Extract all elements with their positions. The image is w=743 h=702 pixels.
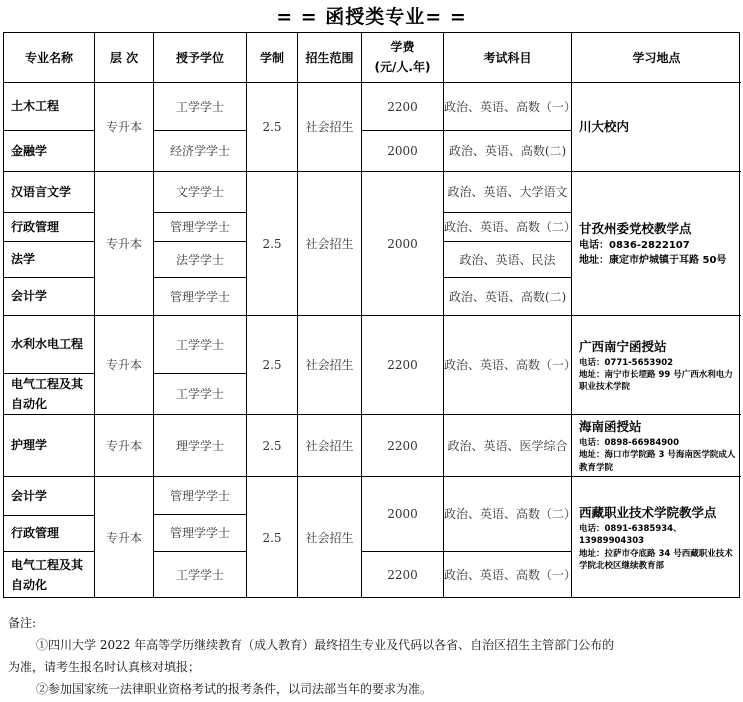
degree-cell: 管理学学士 (154, 278, 247, 316)
degree-cell: 理学学士 (154, 415, 247, 477)
location-name: 甘孜州委党校教学点 (579, 221, 692, 236)
note-item-2: ②参加国家统一法律职业资格考试的报考条件，以司法部当年的要求为准。 (36, 682, 433, 696)
major-cell: 会计学 (4, 477, 95, 515)
duration-cell: 2.5 (247, 316, 298, 415)
major-cell: 行政管理 (4, 213, 95, 242)
majors-table (3, 32, 740, 598)
notes-label: 备注: (8, 616, 37, 630)
degree-cell: 工学学士 (154, 374, 247, 415)
level-cell: 专升本 (95, 477, 154, 598)
degree-cell: 工学学士 (154, 552, 247, 598)
notes-section (8, 612, 738, 700)
level-cell: 专升本 (95, 83, 154, 172)
header-scope: 招生范围 (298, 33, 362, 83)
location-name: 川大校内 (579, 119, 630, 134)
location-cell (572, 415, 741, 477)
duration-cell: 2.5 (247, 172, 298, 316)
location-address: 地址：南宁市长堽路 99 号广西水利电力职业技术学院 (579, 369, 733, 393)
exams-cell: 政治、英语、高数(二) (444, 278, 572, 316)
fee-cell: 2200 (362, 552, 444, 598)
note-item-1-continued: 为准，请考生报名时认真核对填报； (8, 660, 201, 674)
level-cell: 专升本 (95, 172, 154, 316)
header-duration: 学制 (247, 33, 298, 83)
exams-cell: 政治、英语、大学语文 (444, 172, 572, 213)
scope-cell: 社会招生 (298, 316, 362, 415)
header-exams: 考试科目 (444, 33, 572, 83)
note-item-1: ①四川大学 2022 年高等学历继续教育（成人教育）最终招生专业及代码以各省、自治区招生主管部门公布的 (36, 638, 615, 652)
location-cell (572, 172, 741, 316)
location-address: 地址：海口市学院路 3 号海南医学院成人教育学院 (579, 450, 736, 473)
degree-cell: 法学学士 (154, 242, 247, 278)
location-name: 广西南宁函授站 (579, 338, 667, 354)
major-cell: 护理学 (4, 415, 95, 477)
page-title: = = 函授类专业= = (276, 6, 467, 28)
location-name: 西藏职业技术学院教学点 (579, 504, 717, 520)
header-major: 专业名称 (4, 33, 95, 83)
major-cell: 金融学 (4, 131, 95, 172)
location-phone: 电话：0891-6385934、13989904303 (579, 523, 682, 547)
major-cell: 汉语言文学 (4, 172, 95, 213)
location-phone: 电话：0836-2822107 (579, 240, 690, 251)
duration-cell: 2.5 (247, 83, 298, 172)
header-fee-line2: (元/人.年) (374, 59, 431, 74)
exams-cell: 政治、英语、医学综合 (444, 415, 572, 477)
duration-cell: 2.5 (247, 415, 298, 477)
header-level: 层 次 (95, 33, 154, 83)
location-address: 地址：康定市炉城镇于耳路 50号 (579, 254, 727, 266)
exams-cell: 政治、英语、高数（一） (444, 316, 572, 415)
scope-cell: 社会招生 (298, 477, 362, 598)
scope-cell: 社会招生 (298, 172, 362, 316)
level-cell: 专升本 (95, 316, 154, 415)
major-cell: 电气工程及其自动化 (4, 374, 95, 415)
location-phone: 电话：0771-5653902 (579, 357, 674, 368)
exams-cell: 政治、英语、民法 (444, 242, 572, 278)
header-degree: 授予学位 (154, 33, 247, 83)
major-cell: 法学 (4, 242, 95, 278)
degree-cell: 管理学学士 (154, 213, 247, 242)
location-cell (572, 316, 741, 415)
major-cell: 行政管理 (4, 515, 95, 552)
location-name: 海南函授站 (579, 419, 642, 435)
level-cell: 专升本 (95, 415, 154, 477)
degree-cell: 经济学学士 (154, 131, 247, 172)
scope-cell: 社会招生 (298, 83, 362, 172)
duration-cell: 2.5 (247, 477, 298, 598)
major-cell: 水利水电工程 (4, 316, 95, 374)
location-cell (572, 83, 741, 172)
major-cell: 电气工程及其自动化 (4, 552, 95, 598)
degree-cell: 工学学士 (154, 83, 247, 131)
exams-cell: 政治、英语、高数（一） (444, 83, 572, 131)
location-phone: 电话：0898-66984900 (579, 438, 679, 449)
degree-cell: 文学学士 (154, 172, 247, 213)
degree-cell: 工学学士 (154, 316, 247, 374)
degree-cell: 管理学学士 (154, 477, 247, 515)
exams-cell: 政治、英语、高数(二) (444, 131, 572, 172)
fee-cell: 2000 (362, 131, 444, 172)
location-address: 地址：拉萨市夺底路 34 号西藏职业技术学院北校区继续教育部 (579, 548, 733, 571)
header-location: 学习地点 (572, 33, 741, 83)
fee-cell: 2200 (362, 415, 444, 477)
location-cell (572, 477, 741, 598)
fee-cell: 2000 (362, 172, 444, 316)
fee-cell: 2200 (362, 316, 444, 415)
header-fee-line1: 学费 (390, 40, 415, 55)
degree-cell: 管理学学士 (154, 515, 247, 552)
header-fee (362, 33, 444, 83)
exams-cell: 政治、英语、高数（二） (444, 213, 572, 242)
major-cell: 土木工程 (4, 83, 95, 131)
exams-cell: 政治、英语、高数（一） (444, 552, 572, 598)
exams-cell: 政治、英语、高数（二） (444, 477, 572, 552)
fee-cell: 2000 (362, 477, 444, 552)
fee-cell: 2200 (362, 83, 444, 131)
major-cell: 会计学 (4, 278, 95, 316)
scope-cell: 社会招生 (298, 415, 362, 477)
